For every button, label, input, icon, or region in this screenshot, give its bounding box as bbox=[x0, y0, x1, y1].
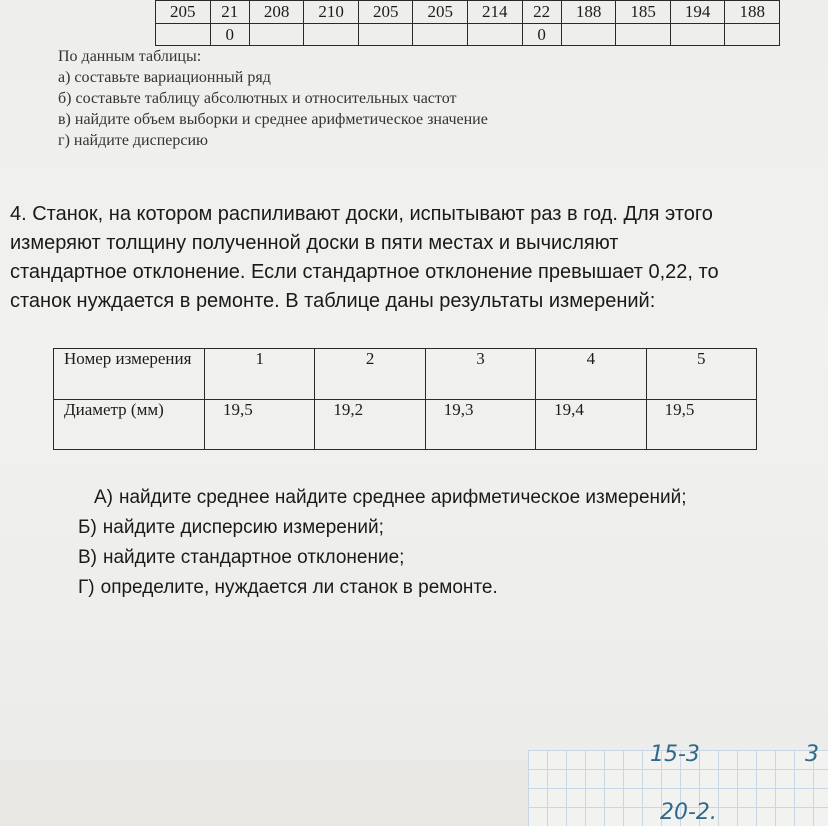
handwritten-note: 15-3 bbox=[650, 742, 700, 767]
tasks-list bbox=[78, 483, 818, 603]
instructions-block bbox=[58, 46, 758, 151]
table-cell: 4 bbox=[536, 349, 646, 400]
problem-line: измеряют толщину полученной доски в пяти местах и вычисляют bbox=[10, 232, 619, 254]
table-cell: 5 bbox=[646, 349, 756, 400]
table-cell: 22 bbox=[522, 1, 561, 24]
table-row bbox=[54, 399, 757, 450]
table-cell: 188 bbox=[725, 1, 780, 24]
table-row bbox=[54, 349, 757, 400]
table-cell: 0 bbox=[522, 23, 561, 46]
table-cell: 194 bbox=[670, 1, 725, 24]
table-row bbox=[156, 23, 780, 46]
task-text: определите, нуждается ли станок в ремонте. bbox=[100, 577, 498, 598]
table-cell bbox=[249, 23, 304, 46]
table-cell: 19,3 bbox=[425, 399, 535, 450]
list-item bbox=[78, 543, 818, 573]
table-cell: 0 bbox=[210, 23, 249, 46]
list-item bbox=[78, 573, 818, 603]
row-header: Номер измерения bbox=[54, 349, 205, 400]
data-table-top bbox=[155, 0, 780, 46]
list-item bbox=[78, 513, 818, 543]
table-row bbox=[156, 1, 780, 24]
table-cell: 19,2 bbox=[315, 399, 425, 450]
table-cell bbox=[156, 23, 211, 46]
table-cell bbox=[670, 23, 725, 46]
table-cell: 19,5 bbox=[205, 399, 315, 450]
table-cell bbox=[561, 23, 616, 46]
handwritten-note: 3 bbox=[805, 742, 819, 767]
instruction-item: г) найдите дисперсию bbox=[58, 132, 208, 149]
table-cell: 210 bbox=[304, 1, 359, 24]
task-letter: Б) bbox=[78, 517, 97, 538]
table-cell: 185 bbox=[616, 1, 671, 24]
task-text: найдите среднее найдите среднее арифметическое измерений; bbox=[119, 487, 687, 508]
table-cell: 1 bbox=[205, 349, 315, 400]
table-cell: 3 bbox=[425, 349, 535, 400]
list-item bbox=[78, 483, 818, 513]
measurements-table bbox=[53, 348, 757, 450]
task-text: найдите стандартное отклонение; bbox=[103, 547, 405, 568]
table-cell bbox=[725, 23, 780, 46]
task-letter: В) bbox=[78, 547, 97, 568]
instruction-item: а) составьте вариационный ряд bbox=[58, 69, 271, 86]
row-header: Диаметр (мм) bbox=[54, 399, 205, 450]
handwritten-note: 20-2. bbox=[660, 800, 717, 825]
instruction-item: в) найдите объем выборки и среднее арифметическое значение bbox=[58, 111, 488, 128]
table-cell bbox=[467, 23, 522, 46]
instructions-heading: По данным таблицы: bbox=[58, 48, 202, 65]
problem-line: стандартное отклонение. Если стандартное отклонение превышает 0,22, то bbox=[10, 261, 719, 283]
table-cell: 205 bbox=[156, 1, 211, 24]
task-letter: Г) bbox=[78, 577, 95, 598]
problem-line: 4. Станок, на котором распиливают доски, испытывают раз в год. Для этого bbox=[10, 203, 713, 225]
task-letter: А) bbox=[94, 487, 113, 508]
instruction-item: б) составьте таблицу абсолютных и относительных частот bbox=[58, 90, 457, 107]
table-cell: 205 bbox=[413, 1, 468, 24]
table-cell: 208 bbox=[249, 1, 304, 24]
table-cell: 214 bbox=[467, 1, 522, 24]
task-text: найдите дисперсию измерений; bbox=[102, 517, 384, 538]
table-cell: 188 bbox=[561, 1, 616, 24]
problem-statement bbox=[10, 200, 820, 316]
table-cell bbox=[413, 23, 468, 46]
problem-line: станок нуждается в ремонте. В таблице даны результаты измерений: bbox=[10, 290, 656, 312]
table-cell: 21 bbox=[210, 1, 249, 24]
table-cell bbox=[616, 23, 671, 46]
table-cell bbox=[358, 23, 413, 46]
table-cell bbox=[304, 23, 359, 46]
table-cell: 205 bbox=[358, 1, 413, 24]
table-cell: 19,5 bbox=[646, 399, 756, 450]
table-cell: 19,4 bbox=[536, 399, 646, 450]
table-cell: 2 bbox=[315, 349, 425, 400]
